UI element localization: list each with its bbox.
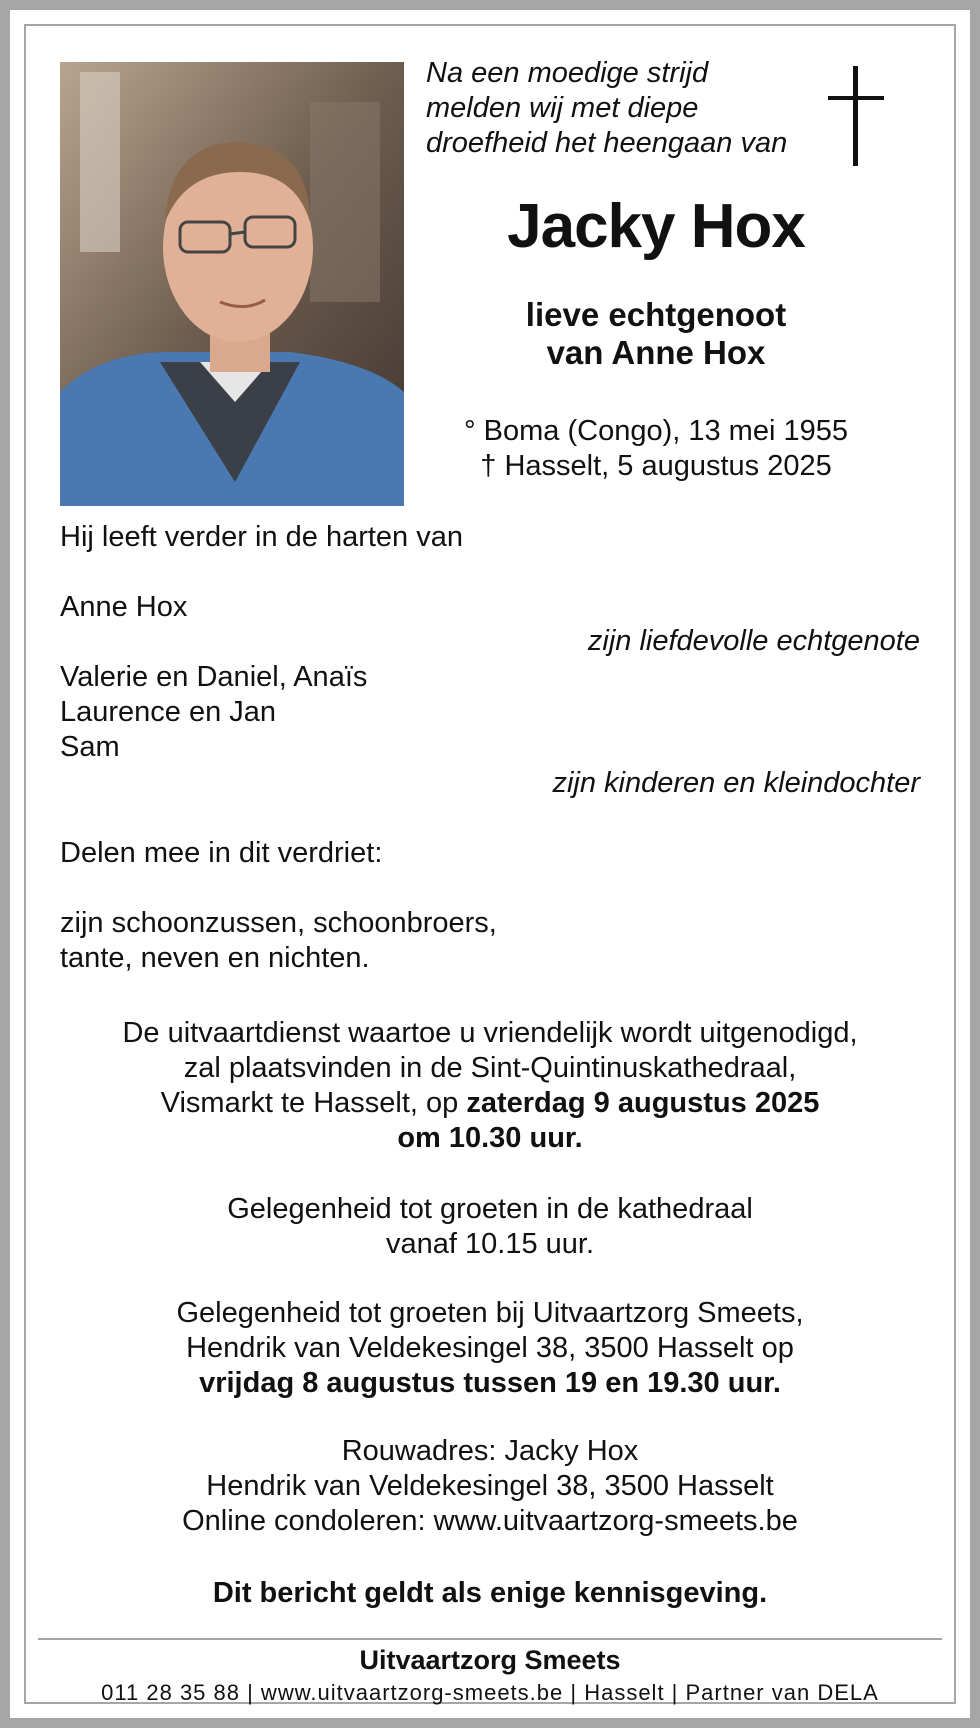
share-grief-text: Delen mee in dit verdriet: xyxy=(60,837,383,869)
funeral-company-name: Uitvaartzorg Smeets xyxy=(359,1645,621,1675)
list-item: Valerie en Daniel, Anaïs xyxy=(60,661,368,693)
funeral-company-contact: 011 28 35 88 | www.uitvaartzorg-smeets.be | Hasselt | Partner van DELA xyxy=(101,1680,879,1705)
service-line: Vismarkt te Hasselt, op zaterdag 9 augustus 2025 xyxy=(160,1087,820,1119)
portrait-illustration xyxy=(60,62,404,506)
service-date: zaterdag 9 augustus 2025 xyxy=(466,1087,820,1119)
spouse-name: Anne Hox xyxy=(60,591,188,623)
mourning-address: Rouwadres: Jacky Hox Hendrik van Veldekesingel 38, 3500 Hasselt Online condoleren: www.uitvaartzorg-smeets.be xyxy=(46,1434,934,1539)
greeting-cathedral: Gelegenheid tot groeten in de kathedraal vanaf 10.15 uur. xyxy=(227,1193,753,1260)
relation-text: lieve echtgenoot van Anne Hox xyxy=(525,296,787,371)
life-dates xyxy=(436,414,876,484)
list-item: tante, neven en nichten. xyxy=(60,942,370,974)
relatives-list xyxy=(60,906,497,976)
death-line: † Hasselt, 5 augustus 2025 xyxy=(480,450,832,482)
children-list xyxy=(60,660,367,765)
list-item: zijn schoonzussen, schoonbroers, xyxy=(60,907,497,939)
service-line: zal plaatsvinden in de Sint-Quintinuskathedraal, xyxy=(183,1052,797,1084)
portrait-photo xyxy=(60,62,404,506)
service-time: om 10.30 uur. xyxy=(397,1122,583,1154)
service-line: De uitvaartdienst waartoe u vriendelijk wordt uitgenodigd, xyxy=(122,1017,858,1049)
lives-on-text: Hij leeft verder in de harten van xyxy=(60,521,463,553)
obituary-card xyxy=(10,10,970,1718)
greeting-funeral-home: Gelegenheid tot groeten bij Uitvaartzorg Smeets, Hendrik van Veldekesingel 38, 3500 Hasselt op vrijdag 8 augustus tussen 19 en 19.30 uur. xyxy=(176,1297,804,1399)
spouse-role: zijn liefdevolle echtgenote xyxy=(587,625,920,657)
service-info xyxy=(46,1016,934,1156)
card-border xyxy=(24,24,956,1704)
intro-text: Na een moedige strijd melden wij met diepe droefheid het heengaan van xyxy=(426,57,788,159)
list-item: Laurence en Jan xyxy=(60,696,277,728)
condolence-link[interactable]: Online condoleren: www.uitvaartzorg-smeets.be xyxy=(182,1505,798,1537)
birth-line: ° Boma (Congo), 13 mei 1955 xyxy=(464,415,848,447)
footer-divider xyxy=(38,1638,942,1640)
deceased-name: Jacky Hox xyxy=(507,192,805,261)
cross-icon xyxy=(828,66,884,166)
notice-text: Dit bericht geldt als enige kennisgeving. xyxy=(212,1577,768,1609)
list-item: Sam xyxy=(60,731,120,763)
children-role: zijn kinderen en kleindochter xyxy=(552,767,920,799)
